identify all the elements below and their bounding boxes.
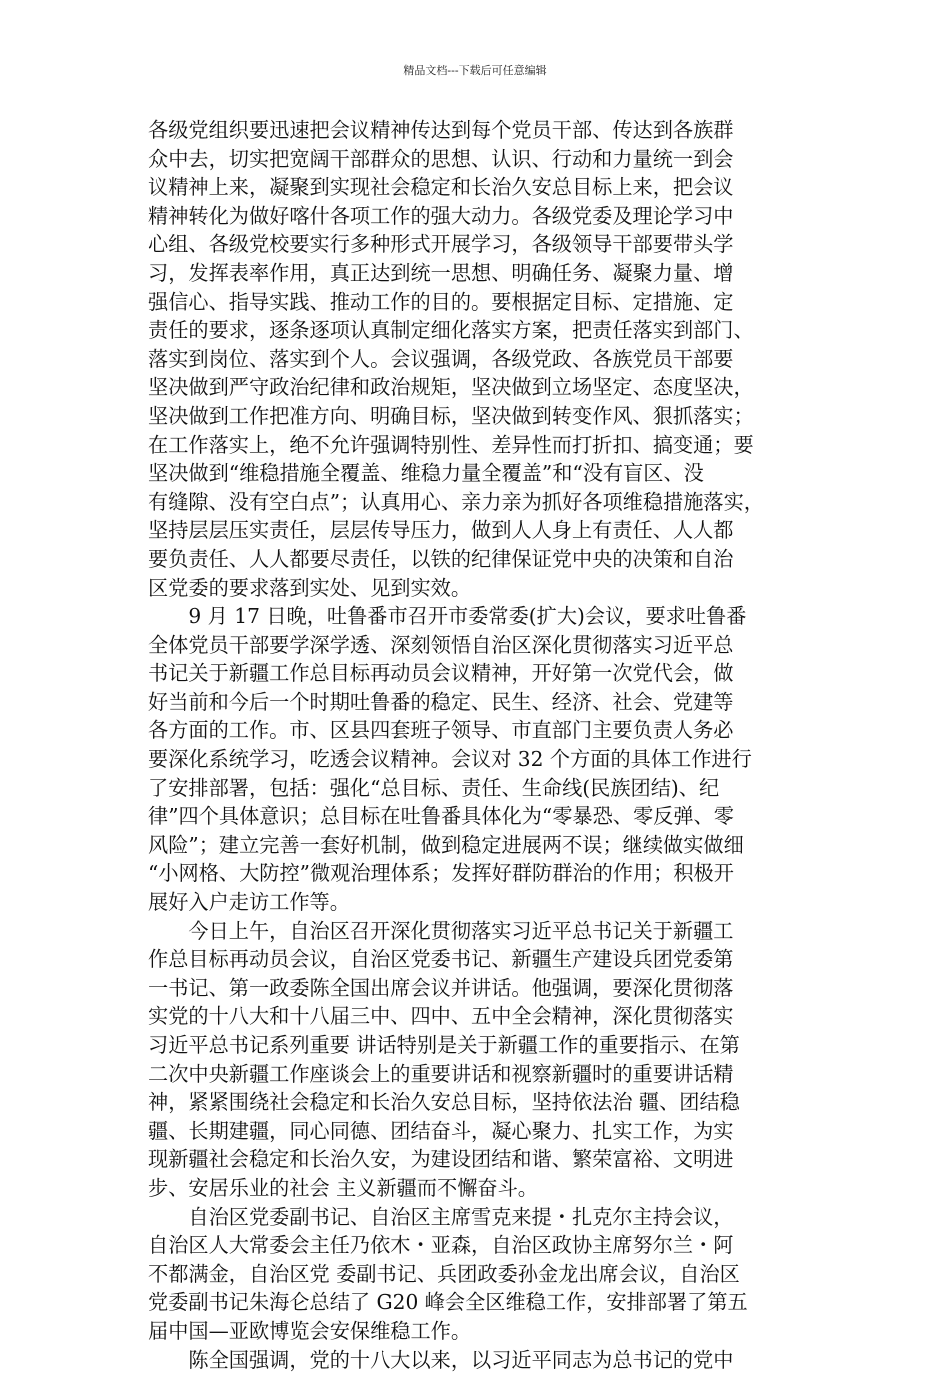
text-line: 今日上午，自治区召开深化贯彻落实习近平总书记关于新疆工 — [188, 918, 734, 943]
text-line: 一书记、第一政委陈全国出席会议并讲话。他强调，要深化贯彻落 — [148, 975, 734, 1000]
text-line: 律”四个具体意识；总目标在吐鲁番具体化为“零暴恐、零反弹、零 — [148, 804, 734, 829]
text-line: 坚决做到“维稳措施全覆盖、维稳力量全覆盖”和“没有盲区、没 — [148, 461, 704, 486]
paragraph — [148, 116, 820, 602]
text-line: 各级党组织要迅速把会议精神传达到每个党员干部、传达到各族群 — [148, 118, 734, 142]
text-line: 有缝隙、没有空白点”；认真用心、亲力亲为抓好各项维稳措施落实， — [148, 489, 764, 514]
text-line: 众中去，切实把宽阔干部群众的思想、认识、行动和力量统一到会 — [148, 146, 734, 171]
text-line: 现新疆社会稳定和长治久安，为建设团结和谐、繁荣富裕、文明进 — [148, 1147, 734, 1172]
text-line: 强信心、指导实践、推动工作的目的。要根据定目标、定措施、定 — [148, 289, 734, 314]
text-line: 习，发挥表率作用，真正达到统一思想、明确任务、凝聚力量、增 — [148, 260, 734, 285]
paragraph — [148, 602, 820, 917]
text-line: 区党委的要求落到实处、见到实效。 — [148, 575, 472, 600]
paragraph — [148, 1203, 820, 1346]
text-line: 自治区党委副书记、自治区主席雪克来提・扎克尔主持会议， — [188, 1204, 734, 1229]
text-line: 9 月 17 日晚，吐鲁番市召开市委常委(扩大)会议，要求吐鲁番 — [188, 604, 747, 629]
document-body — [148, 116, 820, 1374]
text-line: 了安排部署，包括：强化“总目标、责任、生命线(民族团结)、纪 — [148, 775, 720, 800]
text-line: 责任的要求，逐条逐项认真制定细化落实方案，把责任落实到部门、 — [148, 318, 754, 343]
text-line: 落实到岗位、落实到个人。会议强调，各级党政、各族党员干部要 — [148, 346, 734, 371]
text-line: 实党的十八大和十八届三中、四中、五中全会精神，深化贯彻落实 — [148, 1004, 734, 1029]
text-line: 疆、长期建疆，同心同德、团结奋斗，凝心聚力、扎实工作，为实 — [148, 1118, 734, 1143]
text-line: 届中国—亚欧博览会安保维稳工作。 — [148, 1318, 472, 1343]
text-line: 要深化系统学习，吃透会议精神。会议对 32 个方面的具体工作进行 — [148, 747, 752, 772]
text-line: 各方面的工作。市、区县四套班子领导、市直部门主要负责人务必 — [148, 718, 734, 743]
text-line: 展好入户走访工作等。 — [148, 890, 350, 915]
text-line: 心组、各级党校要实行多种形式开展学习，各级领导干部要带头学 — [148, 232, 734, 257]
text-line: 议精神上来，凝聚到实现社会稳定和长治久安总目标上来，把会议 — [148, 175, 734, 200]
text-line: 不都满金，自治区党 委副书记、兵团政委孙金龙出席会议，自治区 — [148, 1261, 740, 1286]
text-line: 坚持层层压实责任，层层传导压力，做到人人身上有责任、人人都 — [148, 518, 734, 543]
text-line: 党委副书记朱海仑总结了 G20 峰会全区维稳工作，安排部署了第五 — [148, 1290, 748, 1315]
text-line: 陈全国强调，党的十八大以来，以习近平同志为总书记的党中 — [188, 1347, 734, 1372]
text-line: 要负责任、人人都要尽责任，以铁的纪律保证党中央的决策和自治 — [148, 546, 734, 571]
text-line: 步、安居乐业的社会 主义新疆而不懈奋斗。 — [148, 1175, 538, 1200]
text-line: 书记关于新疆工作总目标再动员会议精神，开好第一次党代会，做 — [148, 661, 734, 686]
text-line: 好当前和今后一个时期吐鲁番的稳定、民生、经济、社会、党建等 — [148, 689, 734, 714]
paragraph — [148, 917, 820, 1203]
text-line: 作总目标再动员会议，自治区党委书记、新疆生产建设兵团党委第 — [148, 947, 734, 972]
text-line: 神，紧紧围绕社会稳定和长治久安总目标，坚持依法治 疆、团结稳 — [148, 1090, 740, 1115]
text-line: 精神转化为做好喀什各项工作的强大动力。各级党委及理论学习中 — [148, 203, 734, 228]
text-line: 坚决做到工作把准方向、明确目标，坚决做到转变作风、狠抓落实； — [148, 403, 754, 428]
text-line: “小网格、大防控”微观治理体系；发挥好群防群治的作用；积极开 — [148, 861, 734, 886]
text-line: 坚决做到严守政治纪律和政治规矩，坚决做到立场坚定、态度坚决， — [148, 375, 754, 400]
text-line: 风险”；建立完善一套好机制，做到稳定进展两不误；继续做实做细 — [148, 832, 744, 857]
text-line: 习近平总书记系列重要 讲话特别是关于新疆工作的重要指示、在第 — [148, 1033, 740, 1057]
text-line: 在工作落实上，绝不允许强调特别性、差异性而打折扣、搞变通；要 — [148, 432, 754, 457]
text-line: 全体党员干部要学深学透、深刻领悟自治区深化贯彻落实习近平总 — [148, 632, 734, 657]
text-line: 二次中央新疆工作座谈会上的重要讲话和视察新疆时的重要讲话精 — [148, 1061, 734, 1086]
text-line: 自治区人大常委会主任乃依木・亚森，自治区政协主席努尔兰・阿 — [148, 1233, 734, 1258]
paragraph — [148, 1346, 820, 1374]
page-header: 精品文档---下载后可任意编辑 — [403, 64, 547, 77]
